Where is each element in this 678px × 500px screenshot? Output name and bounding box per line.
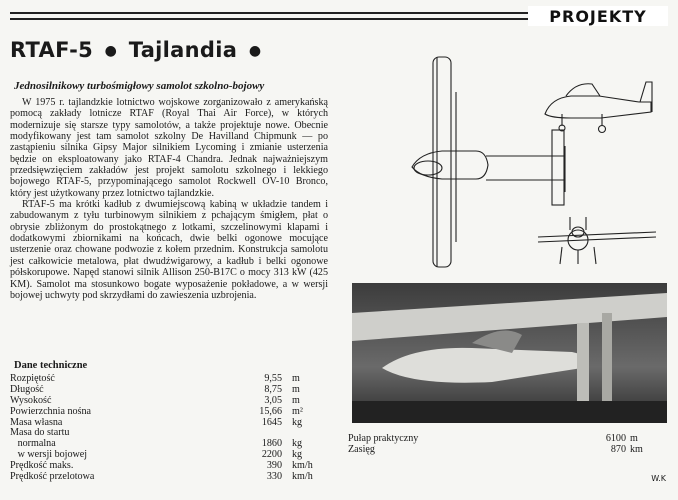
spec-label: w wersji bojowej <box>10 449 88 461</box>
title-bullet-icon: ● <box>248 43 262 59</box>
spec-row <box>10 374 330 385</box>
specs-table <box>10 374 330 483</box>
spec-unit: km/h <box>292 460 313 472</box>
spec-value: 2200 <box>261 449 282 461</box>
spec-label: Prędkość przelotowa <box>10 471 95 483</box>
article-body <box>10 97 328 301</box>
spec-label: Masa własna <box>10 416 63 428</box>
spec-label: Wysokość <box>10 394 52 406</box>
specs-table-right <box>348 434 666 456</box>
spec-unit: kg <box>292 416 303 428</box>
title-main: RTAF-5 <box>10 38 94 62</box>
paragraph: W 1975 r. tajlandzkie lotnictwo wojskowe zorganizowało z amerykańską pomocą zakłady lotnicze RTAF (Royal Thai Air Force), w których modernizuje się starsze typy samolotów, a także projektuje nowe. Obecnie modyfikowany jest tam samolot szkolny De Havilland Chipmunk — po zastąpieniu silnika Gipsy Major silnikiem Lycoming i zmianie usterzenia będzie on eksploatowany jako RTAF-4 Chandra. Jednak najważniejszym przedsięwzięciem zakładów jest projekt samolotu szkolnego i lekkiego bojowego RTAF-5, przypominającego samolot Rockwell OV-10 Bronco, który jest użytkowany przez lotnictwo tajlandzkie. <box>10 97 328 199</box>
author-initials: W.K <box>651 474 666 483</box>
spec-unit: m <box>292 373 300 384</box>
spec-value: 15,66 <box>259 405 282 417</box>
spec-label: Zasięg <box>348 443 375 455</box>
spec-label: Prędkość maks. <box>10 460 74 472</box>
spec-label: Rozpiętość <box>10 373 55 384</box>
spec-unit: kg <box>292 438 303 450</box>
spec-label: normalna <box>10 438 56 450</box>
spec-value: 9,55 <box>264 373 282 384</box>
header-rule-top <box>10 12 530 14</box>
spec-unit: km <box>630 443 643 455</box>
aircraft-three-view-drawing <box>340 52 670 274</box>
spec-label: Pułap praktyczny <box>348 433 419 444</box>
spec-unit: km/h <box>292 471 313 483</box>
specs-heading: Dane techniczne <box>14 360 88 371</box>
spec-row <box>10 407 330 418</box>
spec-row <box>10 385 330 396</box>
title-country: Tajlandia <box>128 38 238 62</box>
spec-unit: m <box>292 383 300 395</box>
spec-value: 870 <box>610 443 626 455</box>
spec-value: 1645 <box>261 416 282 428</box>
header-rule-bottom <box>10 18 530 20</box>
spec-row <box>10 472 330 483</box>
spec-unit: m <box>630 433 638 444</box>
section-tag: PROJEKTY <box>528 6 668 26</box>
spec-value: 390 <box>266 460 282 472</box>
title-bullet-icon: ● <box>104 43 118 59</box>
spec-label: Masa do startu <box>10 427 70 439</box>
spec-row <box>10 428 330 439</box>
article-title <box>10 38 265 62</box>
paragraph: RTAF-5 ma krótki kadłub z dwumiejscową kabiną w układzie tandem i zabudowanym z tyłu turbinowym silnikiem z pchającym śmigłem, płat o obrysie zbliżonym do prostokątnego z lotkami, szczelinowymi klapami i dodatkowymi zbiornikami na końcach, dwie belki ogonowe mocujące usterzenie oraz chowane podwozie z kołem przednim. Konstrukcja samolotu jest całkowicie metalowa, płat dwudźwigarowy, a kadłub i belki ogonowe półskorupowe. Napęd stanowi silnik Allison 250-B17C o mocy 313 kW (425 KM). Samolot ma stosunkowo bogate wyposażenie pokładowe, a w wersji bojowej uchwyty pod skrzydłami do zawieszenia uzbrojenia. <box>10 199 328 301</box>
spec-value: 1860 <box>261 438 282 450</box>
spec-value: 8,75 <box>264 383 282 395</box>
spec-value: 330 <box>266 471 282 483</box>
spec-row <box>348 445 666 456</box>
spec-label: Długość <box>10 383 44 395</box>
spec-unit: m² <box>292 405 303 417</box>
spec-unit: kg <box>292 449 303 461</box>
spec-value: 6100 <box>605 433 626 444</box>
spec-value: 3,05 <box>264 394 282 406</box>
spec-label: Powierzchnia nośna <box>10 405 92 417</box>
aircraft-photo <box>352 283 667 423</box>
article-subtitle: Jednosilnikowy turbośmigłowy samolot szkolno-bojowy <box>14 80 265 92</box>
spec-unit: m <box>292 394 300 406</box>
